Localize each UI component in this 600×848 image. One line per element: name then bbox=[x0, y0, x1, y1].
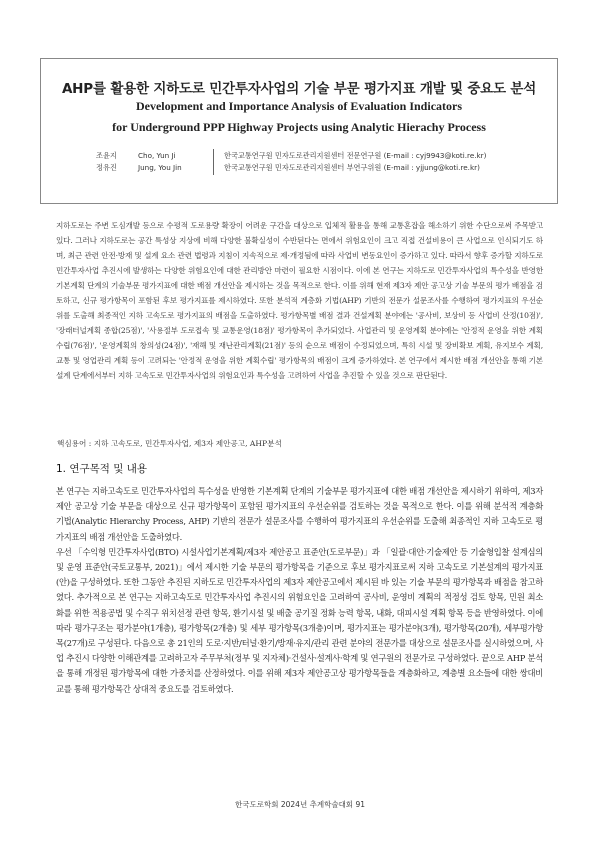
body-text bbox=[56, 484, 543, 697]
paper-title-english-line1: Development and Importance Analysis of Evaluation Indicators bbox=[135, 99, 463, 113]
author-name-ko: 조윤지 bbox=[96, 151, 117, 160]
author-row bbox=[41, 163, 557, 175]
title-box bbox=[40, 58, 558, 204]
author-affiliation: 한국교통연구원 민자도로관리지원센터 부연구위원 (E-mail : yjjung@koti.re.kr) bbox=[224, 163, 480, 172]
page-footer: 한국도로학회 2024년 추계학술대회 91 bbox=[235, 800, 365, 809]
body-paragraph: 본 연구는 지하고속도로 민간투자사업의 특수성을 반영한 기본계획 단계의 기술부문 평가지표에 대한 배점 개선안을 제시하기 위하여, 제3자 제안 공고상 기술 부문을 대상으로 신규 평가항목이 포함된 평가지표의 우선순위를 검토하는 것을 목적으로 한다. 이를 위해 분석적 계층화 기법(Analytic Hierarchy Process, AHP) 기반의 전문가 설문조사를 수행하여 평가지표의 우선순위를 도출해 최종적인 지하 고속도로 평가지표의 배점 개선안을 도출하였다. bbox=[56, 486, 543, 542]
author-row bbox=[41, 151, 557, 163]
body-paragraph: 우선 「수익형 민간투자사업(BTO) 시설사업기본계획/제3자 제안공고 표준안(도로부문)」과 「일괄·대안·기술제안 등 기술형입찰 설계심의 및 운영 표준안(국토교통부, 2021)」에서 제시한 기술 부문의 평가항목을 기준으로 후보 평가지표로써 지하 고속도로 기본설계의 평가지표(안)을 구성하였다. 또한 그동안 추진된 지하도로 민간투자사업의 제3자 제안공고에서 제시된 바 있는 기술 부문의 평가항목과 배점을 참고하였다. 추가적으로 본 연구는 지하고속도로 민간투자사업 추진시의 위험요인을 고려하여 공사비, 운영비 계획의 적정성 검토 항목, 민원 최소화를 위한 적용공법 및 수직구 위치선정 관련 항목, 환기시설 및 배출 공기질 정화 능력 항목, 내화, 대피시설 계획 항목 등을 반영하였다. 이에 따라 평가구조는 평가분야(1개층), 평가항목(2개층) 및 세부 평가항목(3개층)이며, 평가지표는 평가분야(3개), 평가항목(20개), 세부평가항목(27개)로 구성된다. 다음으로 총 21인의 도로·지반/터널·환기/방재·유지/관리 관련 분야의 전문가를 대상으로 설문조사를 실시하였으며, 사업 추진시 다양한 이해관계를 고려하고자 주무부처(정부 및 지자체)·건설사·설계사·학계 및 연구원의 전문가로 구성하였다. 끝으로 AHP 분석을 통해 개정된 평가항목에 대한 가중치를 산정하였다. 이를 위해 제3자 제안공고상 평가항목들을 계층화하고, 계층별 요소들에 대한 쌍대비교를 통해 평가항목간 상대적 중요도를 검토하였다. bbox=[56, 546, 543, 694]
author-affiliation: 한국교통연구원 민자도로관리지원센터 전문연구원 (E-mail : cyj9943@koti.re.kr) bbox=[224, 151, 487, 160]
keywords: 핵심용어 : 지하 고속도로, 민간투자사업, 제3자 제안공고, AHP분석 bbox=[57, 439, 282, 448]
abstract: 지하도로는 주변 도심개발 등으로 수평적 도로용량 확장이 어려운 구간을 대상으로 입체적 활용을 통해 교통혼잡을 해소하기 위한 수단으로써 주목받고 있다. 그러나 지하도로는 공간 특성상 지상에 비해 다양한 불확실성이 수반된다는 면에서 위험요인이 크고 직접 건설비용이 큰 사업으로 인식되기도 하며, 최근 관련 안전·방재 및 설계 요소 관련 법령과 지침이 지속적으로 제·개정됨에 따라 사업비 변동요인이 증가하고 있다. 따라서 향후 증가할 지하도로 민간투자사업 추진시에 발생하는 다양한 위험요인에 대한 관리방안 마련이 필요한 시점이다. 이에 본 연구는 지하도로 민간투자사업의 특수성을 반영한 기본계획 단계의 기술부문 평가지표에 대한 배점 개선안을 제시하는 것을 목적으로 한다. 이를 위해 현재 제3자 제안 공고상 기술 부문의 평가 배점을 검토하고, 신규 평가항목이 포함된 후보 평가지표를 제시하였다. 또한 분석적 계층화 기법(AHP) 기반의 전문가 설문조사를 수행하여 평가지표의 우선순위를 도출해 최종적인 지하 고속도로 평가지표의 배점을 도출하였다. 평가항목별 배점 결과 건설계획 분야에는 '공사비, 보상비 등 사업비 산정(10점)', '장래터널계획 종합(25점)', '사용절부 도로접속 및 교통운영(18점)' 평가항목이 추가되었다. 사업관리 및 운영계획 분야에는 '안정적 운영을 위한 계획수립(76점)', '운영계획의 창의성(24점)', '재해 및 재난관리계획(21점)' 등의 순으로 배점이 수정되었으며, 특히 시설 및 장비확보 계획, 유지보수 계획, 교통 및 영업관리 계획 등이 고려되는 '안정적 운영을 위한 계획수립' 평가항목의 배점이 크게 증가하였다. 본 연구에서 제시한 배점 개선안을 통해 기본설계 단계에서부터 지하 고속도로 민간투자사업의 위험요인과 특수성을 고려하여 사업을 추진할 수 있을 것으로 판단된다. bbox=[56, 221, 543, 381]
author-name-ko: 정유진 bbox=[96, 163, 117, 172]
author-name-en: Cho, Yun Ji bbox=[138, 151, 176, 160]
paper-title-english-line2: for Underground PPP Highway Projects using Analytic Hierachy Process bbox=[112, 120, 486, 134]
paper-title-korean: AHP를 활용한 지하도로 민간투자사업의 기술 부문 평가지표 개발 및 중요도 분석 bbox=[61, 81, 537, 97]
author-name-en: Jung, You Jin bbox=[138, 163, 182, 172]
section-heading: 1. 연구목적 및 내용 bbox=[56, 463, 148, 475]
